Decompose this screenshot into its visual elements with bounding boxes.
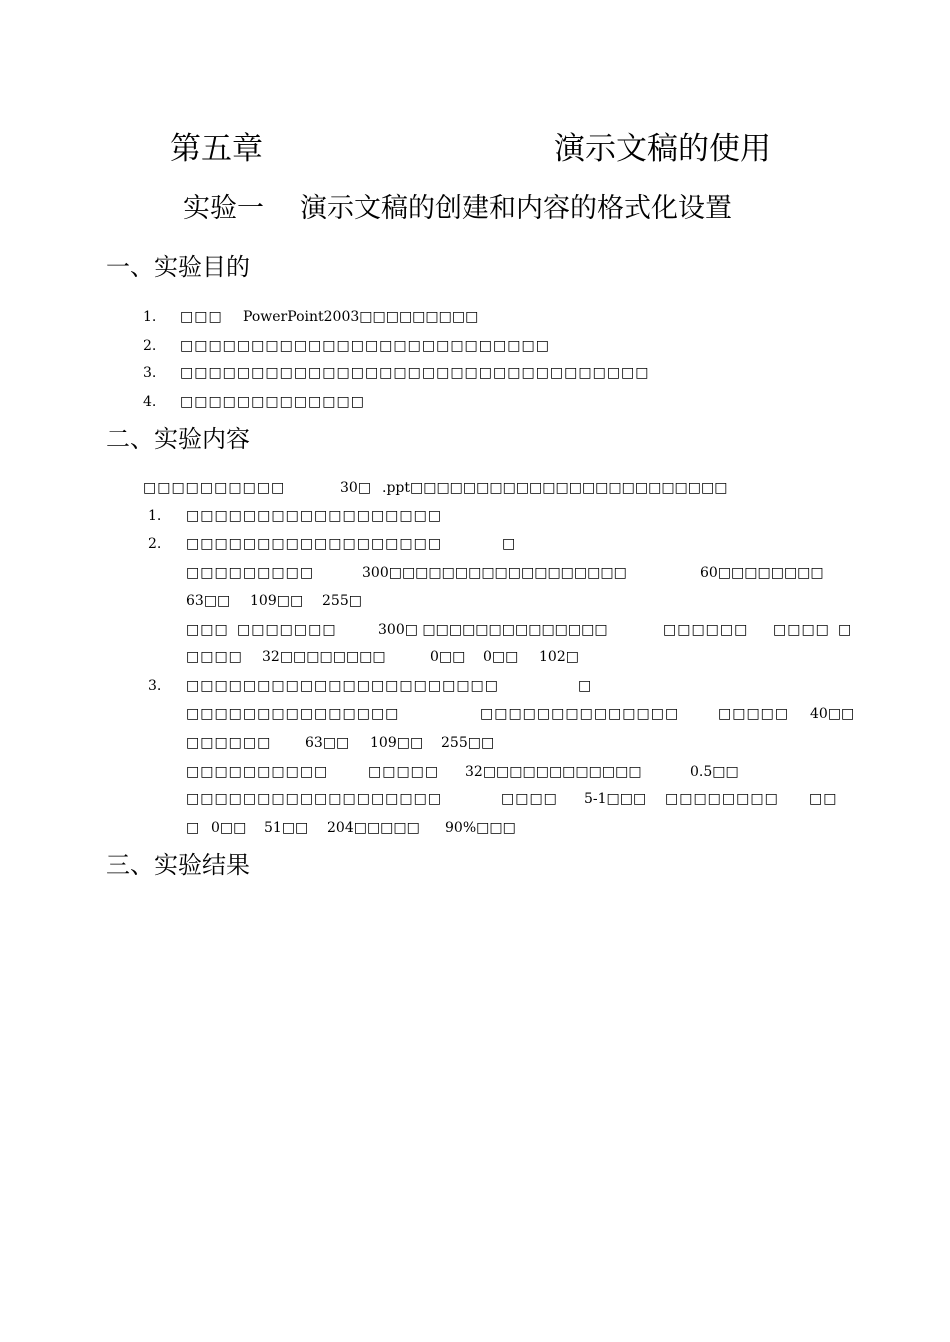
- section-result-heading: 三、实验结果: [106, 851, 250, 879]
- content-line: 32□□□□□□□□□□□□: [465, 764, 642, 780]
- content-item-num: 2.: [148, 536, 162, 552]
- content-line: □□□□□□□□□□□□□□: [480, 706, 680, 722]
- content-line: 40□□: [810, 706, 855, 722]
- purpose-item-num: 3.: [143, 365, 157, 381]
- chapter-label: 第五章: [170, 131, 263, 167]
- content-item-text: □: [502, 536, 516, 552]
- content-line: □□□□□□□: [237, 622, 337, 638]
- content-line: □□□□□: [718, 706, 790, 722]
- content-item-text: □□□□□□□□□□□□□□□□□□□□□□: [186, 678, 500, 694]
- content-item-text: □□□□□□□□□□□□□□□□□□: [186, 536, 443, 552]
- content-line: □□□□: [186, 649, 243, 665]
- content-line: 0□□: [483, 649, 519, 665]
- content-line: 32□□□□□□□□: [262, 649, 386, 665]
- content-line: 5-1□□□: [584, 791, 647, 807]
- experiment-label: 实验一: [183, 193, 264, 224]
- content-intro: .ppt□□□□□□□□□□□□□□□□□□□□□□□□: [382, 480, 728, 496]
- content-line: 255□□: [441, 735, 495, 751]
- content-line: □□□□□□□□□□□□□□□□□□: [186, 791, 443, 807]
- section-content-heading: 二、实验内容: [106, 425, 250, 453]
- content-line: 63□□: [305, 735, 350, 751]
- content-line: 0.5□□: [690, 764, 739, 780]
- purpose-item-text: PowerPoint2003□□□□□□□□□: [243, 309, 479, 325]
- content-line: □□□: [186, 622, 229, 638]
- content-item-num: 1.: [148, 508, 162, 524]
- content-line: 60□□□□□□□□: [700, 565, 824, 581]
- content-line: 0□□: [430, 649, 466, 665]
- content-line: □: [838, 622, 852, 638]
- content-line: □□□□□□□□□□: [186, 764, 329, 780]
- content-line: 255□: [322, 593, 362, 609]
- content-line: □□□□□□: [663, 622, 749, 638]
- content-line: 300□□□□□□□□□□□□□□□□□□: [362, 565, 627, 581]
- content-line: 109□□: [250, 593, 304, 609]
- content-line: □□□□□□□□□: [186, 565, 315, 581]
- content-line: □□□□□□: [186, 735, 272, 751]
- content-line: □□: [809, 791, 838, 807]
- purpose-item-lead: □□□: [180, 309, 223, 325]
- purpose-item-num: 4.: [143, 394, 157, 410]
- content-line: 204□□□□□: [327, 820, 420, 836]
- content-intro: 30□: [340, 480, 372, 496]
- content-line: 300□ □□□□□□□□□□□□□□: [378, 622, 608, 638]
- purpose-item-num: 2.: [143, 338, 157, 354]
- content-item-text: □: [578, 678, 592, 694]
- purpose-item-text: □□□□□□□□□□□□□□□□□□□□□□□□□□: [180, 338, 550, 354]
- content-item-text: □□□□□□□□□□□□□□□□□□: [186, 508, 443, 524]
- section-purpose-heading: 一、实验目的: [106, 253, 250, 281]
- content-line: 0□□: [211, 820, 247, 836]
- content-line: 90%□□□: [445, 820, 516, 836]
- purpose-item-text: □□□□□□□□□□□□□□□□□□□□□□□□□□□□□□□□□: [180, 365, 650, 381]
- content-line: 102□: [539, 649, 579, 665]
- content-item-num: 3.: [148, 678, 162, 694]
- content-line: 51□□: [264, 820, 309, 836]
- content-line: 63□□: [186, 593, 231, 609]
- purpose-item-num: 1.: [143, 309, 157, 325]
- chapter-title: 演示文稿的使用: [554, 131, 771, 167]
- content-line: □□□□□□□□: [665, 791, 779, 807]
- purpose-item-text: □□□□□□□□□□□□□: [180, 394, 365, 410]
- content-line: □□□□: [501, 791, 558, 807]
- content-line: □□□□□: [368, 764, 440, 780]
- content-line: □: [186, 820, 200, 836]
- content-line: □□□□□□□□□□□□□□□: [186, 706, 400, 722]
- content-intro: □□□□□□□□□□: [143, 480, 286, 496]
- content-line: □□□□: [773, 622, 830, 638]
- content-line: 109□□: [370, 735, 424, 751]
- experiment-title: 演示文稿的创建和内容的格式化设置: [300, 193, 732, 224]
